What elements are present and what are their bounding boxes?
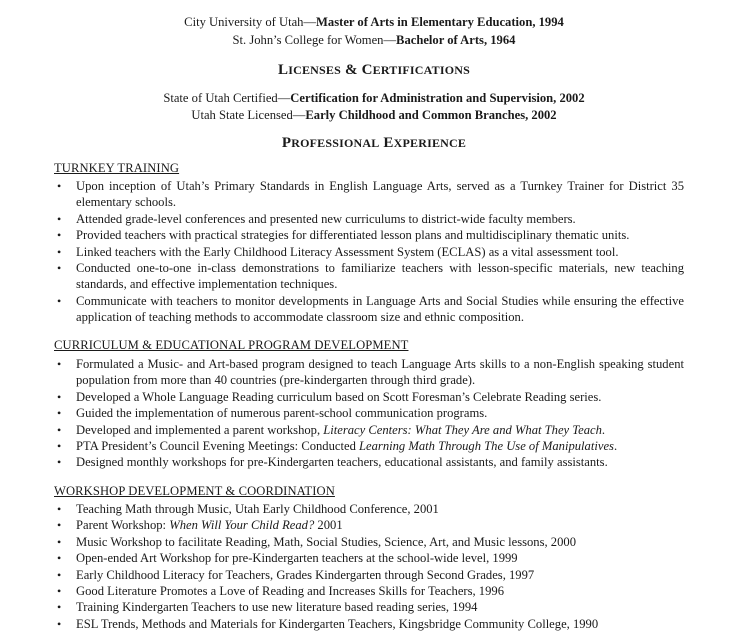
section-title-workshop: WORKSHOP DEVELOPMENT & COORDINATION <box>54 484 335 498</box>
list-item: • Communicate with teachers to monitor developments in Language Arts and Social Studies while ensuring the effective application of teaching methods to accommodate classroom size and ethnic composition. <box>54 293 684 326</box>
list-item: • Linked teachers with the Early Childhood Literacy Assessment System (ECLAS) as a vital assessment tool. <box>54 244 684 260</box>
curriculum-list <box>54 356 684 471</box>
list-item: • Provided teachers with practical strategies for differentiated lesson plans and multidisciplinary thematic units. <box>54 227 684 243</box>
license-line: Utah State Licensed—Early Childhood and Common Branches, 2002 <box>191 108 557 122</box>
list-item: • Conducted one-to-one in-class demonstrations to familiarize teachers with lesson-specific materials, new teaching standards, and effective implementation techniques. <box>54 260 684 293</box>
list-item: • Parent Workshop: When Will Your Child Read? 2001 <box>54 517 684 533</box>
list-item: • Teaching Math through Music, Utah Early Childhood Conference, 2001 <box>54 501 684 517</box>
education-block <box>0 14 748 49</box>
section-title-curriculum: CURRICULUM & EDUCATIONAL PROGRAM DEVELOPMENT <box>54 338 409 352</box>
list-item: • PTA President’s Council Evening Meetings: Conducted Learning Math Through The Use of Manipulatives. <box>54 438 684 454</box>
list-item: • Guided the implementation of numerous parent-school communication programs. <box>54 405 684 421</box>
list-item: • Music Workshop to facilitate Reading, Math, Social Studies, Science, Art, and Music lessons, 2000 <box>54 534 684 550</box>
experience-heading: PROFESSIONAL EXPERIENCE <box>281 135 467 151</box>
turnkey-training-list <box>54 178 684 326</box>
list-item: • Upon inception of Utah’s Primary Standards in English Language Arts, served as a Turnkey Trainer for District 35 elementary schools. <box>54 178 684 211</box>
list-item: • Training Kindergarten Teachers to use new literature based reading series, 1994 <box>54 599 684 615</box>
license-line: State of Utah Certified—Certification for Administration and Supervision, 2002 <box>163 91 585 105</box>
list-item: • ESL Trends, Methods and Materials for Kindergarten Teachers, Kingsbridge Community College, 1990 <box>54 616 684 632</box>
licenses-block <box>0 90 748 124</box>
list-item: • Good Literature Promotes a Love of Reading and Increases Skills for Teachers, 1996 <box>54 583 684 599</box>
list-item: • Formulated a Music- and Art-based program designed to teach Language Arts skills to a non-English speaking student population from more than 40 countries (pre-kindergarten through third grade). <box>54 356 684 389</box>
list-item: • Attended grade-level conferences and presented new curriculums to district-wide faculty members. <box>54 211 684 227</box>
workshop-list <box>54 501 684 632</box>
list-item: • Developed a Whole Language Reading curriculum based on Scott Foresman’s Celebrate Reading series. <box>54 389 684 405</box>
education-line: St. John’s College for Women—Bachelor of Arts, 1964 <box>232 32 516 47</box>
list-item: • Early Childhood Literacy for Teachers, Grades Kindergarten through Second Grades, 1997 <box>54 567 684 583</box>
section-title-turnkey-training: TURNKEY TRAINING <box>54 161 180 175</box>
education-line: City University of Utah—Master of Arts in Elementary Education, 1994 <box>184 15 564 29</box>
licenses-heading: LICENSES & CERTIFICATIONS <box>278 62 470 78</box>
list-item: • Open-ended Art Workshop for pre-Kindergarten teachers at the school-wide level, 1999 <box>54 550 684 566</box>
list-item: • Designed monthly workshops for pre-Kindergarten teachers, educational assistants, and family assistants. <box>54 454 684 470</box>
list-item: • Developed and implemented a parent workshop, Literacy Centers: What They Are and What They Teach. <box>54 422 684 438</box>
